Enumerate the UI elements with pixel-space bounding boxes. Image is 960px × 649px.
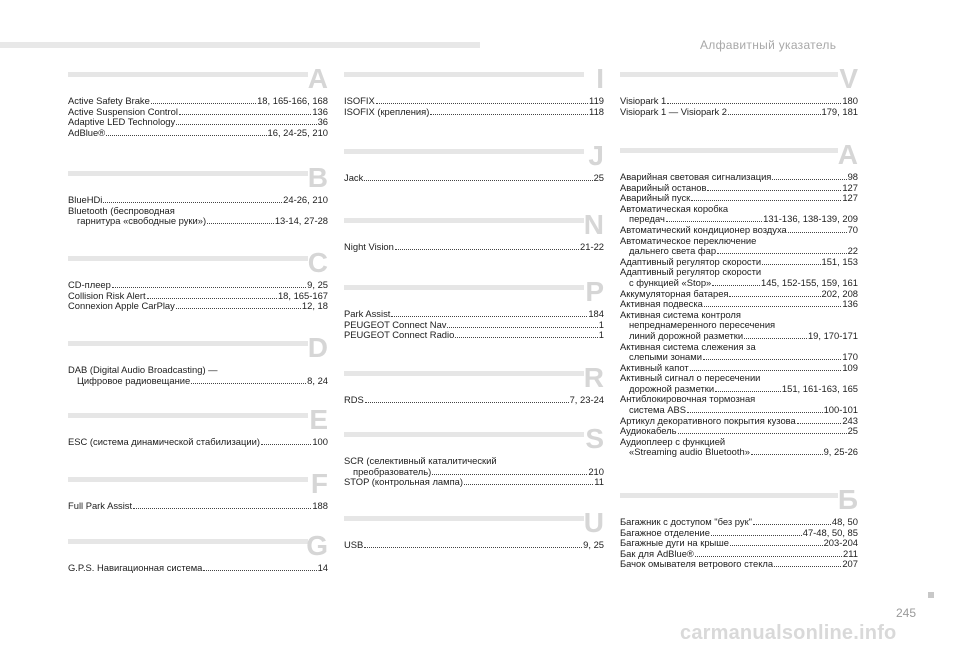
index-entry-wrapped-line: непреднамеренного пересечения: [629, 319, 776, 331]
index-entry-wrapped-line: Активная система контроля: [620, 308, 741, 320]
index-entry: Connexion Apple CarPlay 12, 18: [68, 300, 328, 312]
section-rule: [344, 149, 584, 154]
index-section-a: [68, 64, 328, 138]
index-entry: слепыми зонами 170: [629, 351, 858, 363]
index-entry: преобразователь) 210: [353, 465, 604, 477]
section-rule: [344, 72, 584, 77]
section-rule: [620, 72, 838, 77]
section-letter: D: [307, 332, 328, 363]
index-entry-wrapped-line: Автоматическая коробка: [620, 202, 729, 214]
index-entry-wrapped-line: SCR (селективный каталитический: [344, 455, 497, 466]
index-entry: с функцией «Stop» 145, 152-155, 159, 161: [629, 276, 858, 288]
index-entry: Аудиокабель 25: [620, 425, 858, 437]
section-rule: [344, 218, 584, 223]
page-header-title: Алфавитный указатель: [700, 38, 837, 52]
index-entry: Active Safety Brake 18, 165-166, 168: [68, 95, 328, 106]
index-entry: PEUGEOT Connect Radio 1: [344, 329, 604, 341]
index-entry: Night Vision 21-22: [344, 241, 604, 252]
section-rule: [620, 493, 838, 498]
index-entry: «Streaming audio Bluetooth» 9, 25-26: [629, 446, 858, 458]
index-section-i: [344, 64, 604, 117]
section-letter: E: [309, 404, 328, 435]
index-section-p: [344, 277, 604, 341]
index-entry: дорожной разметки 151, 161-163, 165: [629, 382, 858, 394]
index-section-f: [68, 469, 328, 512]
index-entry: Active Suspension Control 136: [68, 105, 328, 117]
section-rule: [68, 256, 308, 261]
section-letter: Б: [837, 484, 858, 515]
index-entry: USB 9, 25: [344, 539, 604, 550]
index-entry: дальнего света фар 22: [629, 245, 858, 257]
index-entry-wrapped-line: Bluetooth (беспроводная: [68, 204, 175, 216]
section-letter: B: [307, 162, 328, 193]
index-entry: Park Assist 184: [344, 308, 604, 319]
section-rule: [344, 432, 584, 437]
page-number: 245: [896, 606, 917, 620]
index-section-cyr-a: [620, 140, 858, 458]
index-entry: Цифровое радиовещание 8, 24: [77, 374, 328, 386]
index-entry: ISOFIX 119: [344, 95, 604, 106]
index-entry: STOP (контрольная лампа) 11: [344, 476, 604, 488]
index-entry: G.P.S. Навигационная система 14: [68, 562, 328, 573]
index-section-e: [68, 405, 328, 448]
index-entry-wrapped-line: Аудиоплеер с функцией: [620, 435, 726, 447]
index-entry: Артикул декоративного покрытия кузова 243: [620, 414, 858, 426]
section-letter: C: [307, 247, 328, 278]
index-section-v: [620, 64, 858, 117]
index-section-c: [68, 248, 328, 312]
header-bar: [0, 42, 480, 48]
index-entry: Аккумуляторная батарея 202, 208: [620, 287, 858, 299]
section-letter: J: [588, 140, 604, 171]
index-entry: линий дорожной разметки 19, 170-171: [629, 329, 858, 341]
index-entry: передач 131-136, 138-139, 209: [629, 213, 858, 225]
index-entry: BlueHDi 24-26, 210: [68, 194, 328, 205]
index-entry: Багажник с доступом "без рук" 48, 50: [620, 516, 858, 527]
index-entry: PEUGEOT Connect Nav 1: [344, 318, 604, 330]
index-entry: AdBlue® 16, 24-25, 210: [68, 126, 328, 138]
index-entry-wrapped-line: DAB (Digital Audio Broadcasting) —: [68, 364, 218, 375]
section-letter: А: [837, 139, 858, 170]
index-section-j: [344, 141, 604, 184]
index-entry: Бачок омывателя ветрового стекла 207: [620, 558, 858, 570]
index-section-r: [344, 363, 604, 406]
section-rule: [68, 413, 308, 418]
page-marker: [928, 592, 934, 598]
index-entry: система ABS 100-101: [629, 404, 858, 416]
section-letter: G: [306, 530, 328, 561]
index-entry: Багажные дуги на крыше 203-204: [620, 537, 858, 549]
index-entry: ISOFIX (крепления) 118: [344, 105, 604, 117]
index-section-s: [344, 424, 604, 488]
index-entry: гарнитура «свободные руки») 13-14, 27-28: [77, 215, 328, 227]
index-entry: Jack 25: [344, 172, 604, 183]
section-letter: P: [585, 276, 604, 307]
index-entry-wrapped-line: Адаптивный регулятор скорости: [620, 266, 762, 278]
index-entry: Аварийная световая сигнализация 98: [620, 171, 858, 182]
section-letter: R: [583, 362, 604, 393]
index-entry: Collision Risk Alert 18, 165-167: [68, 289, 328, 301]
index-entry: ESC (система динамической стабилизации) 100: [68, 436, 328, 447]
watermark-text: carmanualsonline.info: [680, 622, 897, 644]
section-letter: F: [310, 468, 328, 499]
section-rule: [68, 539, 308, 544]
section-rule: [68, 171, 308, 176]
index-entry: RDS 7, 23-24: [344, 394, 604, 405]
section-letter: A: [307, 63, 328, 94]
section-letter: S: [585, 423, 604, 454]
section-rule: [344, 371, 584, 376]
section-letter: N: [583, 209, 604, 240]
index-entry: Adaptive LED Technology 36: [68, 116, 328, 128]
section-rule: [620, 148, 838, 153]
section-rule: [68, 341, 308, 346]
index-entry: Активный капот 109: [620, 361, 858, 373]
index-entry: Бак для AdBlue® 211: [620, 547, 858, 559]
section-rule: [344, 285, 584, 290]
index-entry: Visiopark 1 180: [620, 95, 858, 106]
index-section-d: [68, 333, 328, 386]
index-entry: Активная подвеска 136: [620, 298, 858, 310]
section-rule: [344, 516, 584, 521]
section-letter: V: [839, 63, 858, 94]
section-letter: U: [583, 507, 604, 538]
index-entry: Багажное отделение 47-48, 50, 85: [620, 526, 858, 538]
index-section-b: [68, 163, 328, 227]
index-section-cyr-b: [620, 485, 858, 570]
index-entry-wrapped-line: Активная система слежения за: [620, 340, 756, 352]
index-entry: Адаптивный регулятор скорости 151, 153: [620, 255, 858, 267]
index-entry: Автоматический кондиционер воздуха 70: [620, 223, 858, 235]
section-rule: [68, 477, 308, 482]
index-section-g: [68, 531, 328, 574]
index-entry-wrapped-line: Антиблокировочная тормозная: [620, 393, 756, 405]
index-section-u: [344, 508, 604, 551]
index-entry: Аварийный пуск 127: [620, 192, 858, 204]
index-entry-wrapped-line: Автоматическое переключение: [620, 234, 757, 246]
index-entry: Аварийный останов 127: [620, 181, 858, 193]
section-rule: [68, 72, 308, 77]
section-letter: I: [596, 63, 604, 94]
index-entry: CD-плеер 9, 25: [68, 279, 328, 290]
index-entry: Visiopark 1 — Visiopark 2 179, 181: [620, 105, 858, 117]
index-section-n: [344, 210, 604, 253]
index-entry: Full Park Assist 188: [68, 500, 328, 511]
index-entry-wrapped-line: Активный сигнал о пересечении: [620, 372, 761, 384]
